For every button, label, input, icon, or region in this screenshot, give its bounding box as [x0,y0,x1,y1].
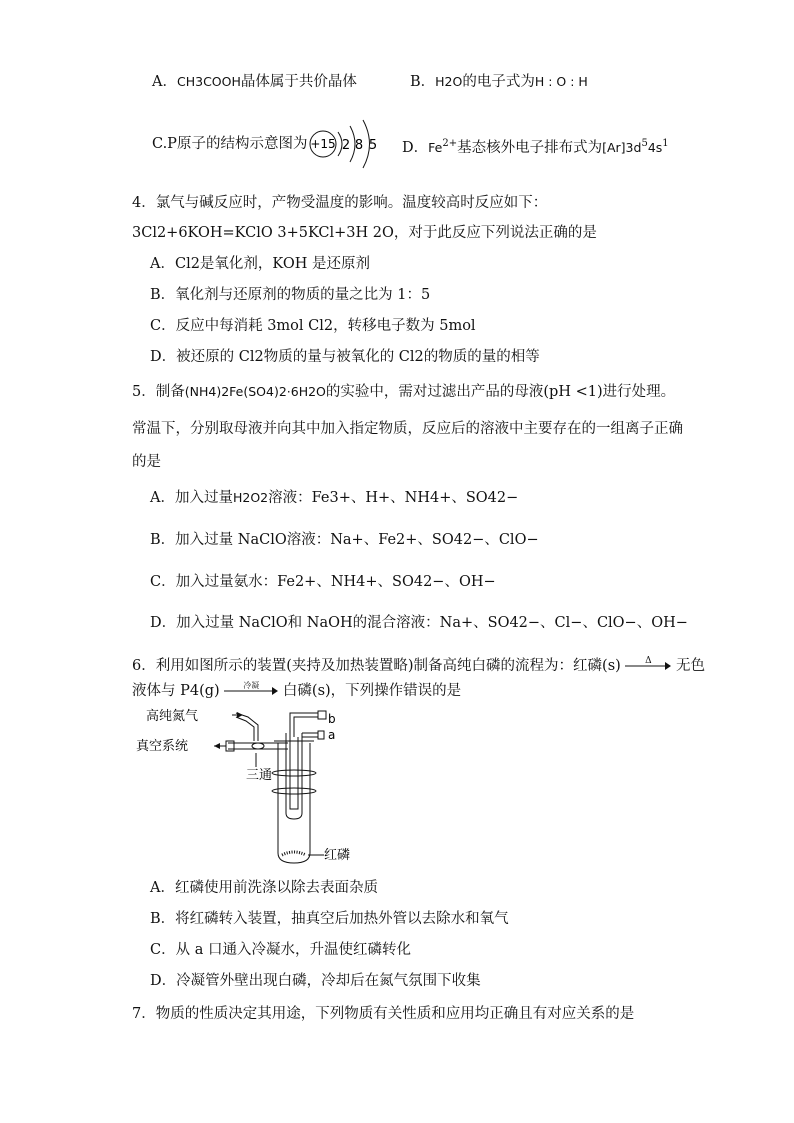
q6-option-c: C．从 a 口通入冷凝水，升温使红磷转化 [150,942,411,958]
q4-option-a: A．Cl2是氧化剂，KOH 是还原剂 [150,256,371,272]
q3-option-b: B．H2O的电子式为H : O : H [410,74,588,90]
heat-arrow: Δ [625,659,671,673]
q6-option-a: A．红磷使用前洗涤以除去表面杂质 [150,880,378,896]
phosphorus-atom-diagram [306,116,396,174]
condense-arrow: 冷凝 [224,684,278,698]
q3-option-d: D．$Fe^{2+}$基态核外电子排布式为$[Ar]3d^54s^1$ [402,138,669,156]
nitrogen-label: 高纯氮气 [146,709,199,724]
q6-option-b: B．将红磷转入装置，抽真空后加热外管以去除水和氧气 [150,911,509,927]
port-b-label: b [328,712,336,726]
q5-option-c: C．加入过量氨水：Fe2+、NH4+、SO42−、OH− [150,574,496,590]
apparatus-diagram [128,703,368,868]
q5-option-d: D．加入过量 NaClO和 NaOH的混合溶液：Na+、SO42−、Cl−、ClO−、OH− [150,615,688,631]
q4-option-c: C．反应中每消耗 3mol Cl2，转移电子数为 5mol [150,318,476,334]
shell-2-count: 8 [354,138,364,153]
q5-stem-line2: 常温下，分别取母液并向其中加入指定物质，反应后的溶液中主要存在的一组离子正确 [132,421,683,437]
q4-equation: 3Cl2+6KOH=KClO 3+5KCl+3H 2O，对于此反应下列说法正确的是 [132,225,597,241]
shell-3-count: 5 [368,138,378,153]
q4-option-d: D．被还原的 Cl2物质的量与被氧化的 Cl2的物质的量的相等 [150,349,540,365]
shell-1-count: 2 [341,138,351,153]
q7-stem: 7．物质的性质决定其用途，下列物质有关性质和应用均正确且有对应关系的是 [132,1006,635,1022]
q6-stem-line1: 6．利用如图所示的装置(夹持及加热装置略)制备高纯白磷的流程为：红磷(s) Δ 无色 [132,656,706,674]
q6-stem-line2: 液体与 P4(g) 冷凝 白磷(s)，下列操作错误的是 [132,681,462,699]
q5-option-b: B．加入过量 NaClO溶液：Na+、Fe2+、SO42−、ClO− [150,532,539,548]
q3-option-c: C.P原子的结构示意图为 [152,136,308,152]
q3-option-a: A．CH3COOH晶体属于共价晶体 [152,74,357,90]
q6-option-d: D．冷凝管外壁出现白磷，冷却后在氮气氛围下收集 [150,973,481,989]
nucleus-label: +15 [310,137,336,151]
q4-stem: 4．氯气与碱反应时，产物受温度的影响。温度较高时反应如下： [132,195,548,211]
q5-stem-line3: 的是 [132,454,161,470]
port-a-label: a [328,728,336,742]
q5-stem-line1: 5．制备(NH4)2Fe(SO4)2·6H2O的实验中，需对过滤出产品的母液(pH <1)进行处理。 [132,384,676,400]
three-way-label: 三通 [246,768,273,783]
q4-option-b: B．氧化剂与还原剂的物质的量之比为 1：5 [150,287,431,303]
red-phosphorus-label: 红磷 [324,848,351,863]
q5-option-a: A．加入过量H2O2溶液：Fe3+、H+、NH4+、SO42− [150,490,519,506]
vacuum-label: 真空系统 [136,739,189,754]
